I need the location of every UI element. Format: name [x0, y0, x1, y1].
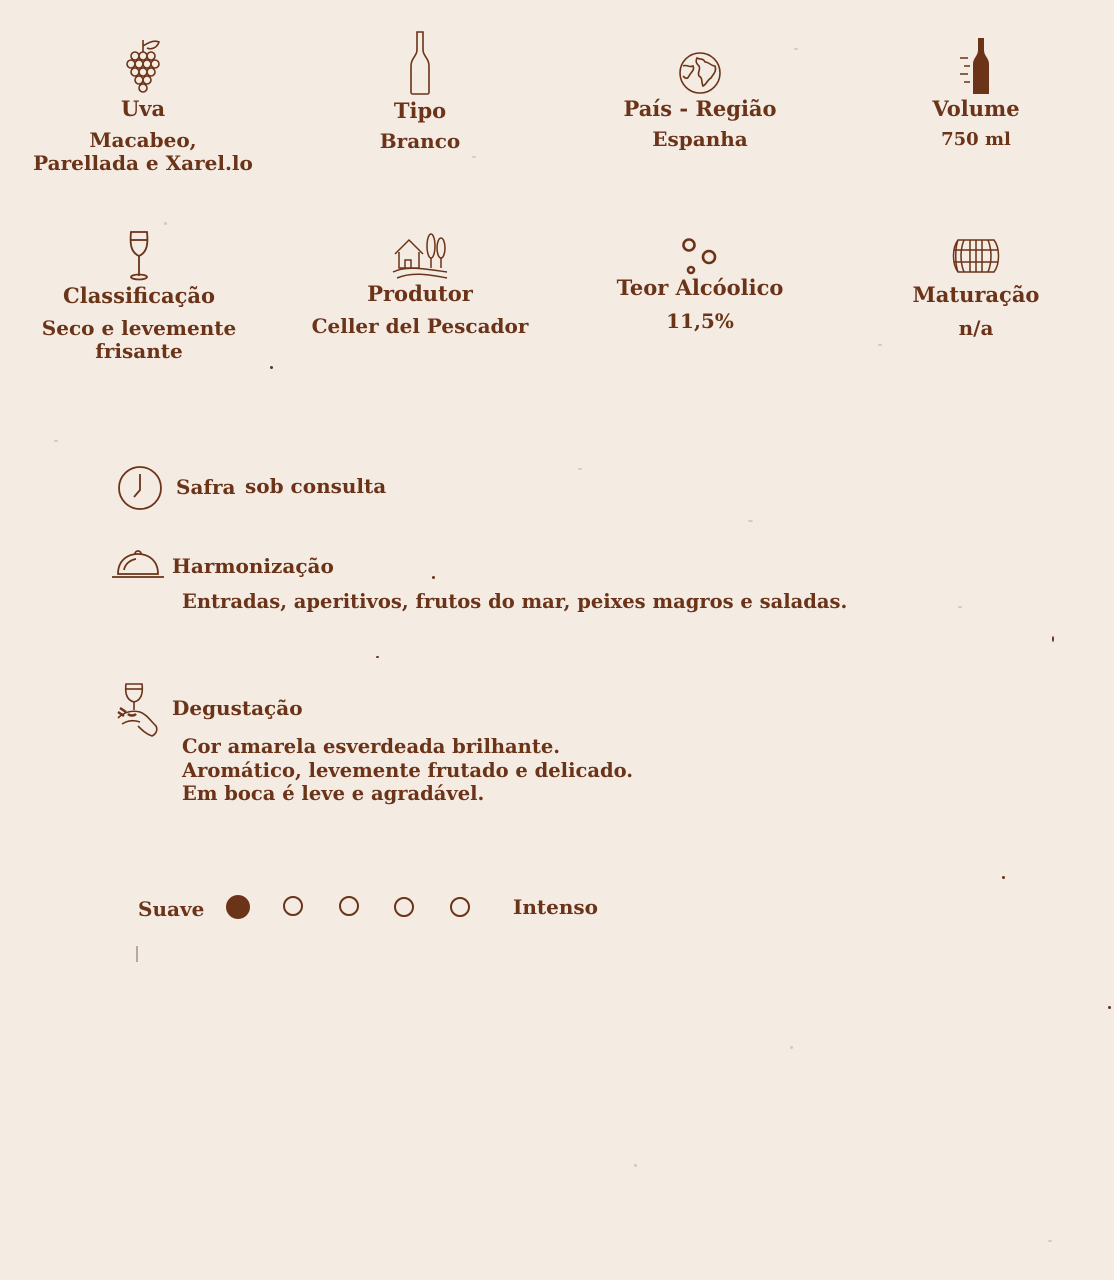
spec-tipo	[320, 30, 520, 153]
spec-value: Branco	[379, 129, 461, 153]
spec-produtor	[300, 228, 540, 338]
spec-value: Seco e levemente	[41, 316, 237, 340]
barrel-icon	[950, 236, 1002, 276]
bottle-outline-icon	[408, 30, 432, 96]
spec-value: Macabeo,	[89, 128, 197, 152]
spec-label: Classificação	[63, 283, 215, 308]
tasting-note: Em boca é leve e agradável.	[182, 782, 485, 805]
grape-icon	[123, 36, 163, 98]
tasting-hand-icon	[114, 680, 162, 740]
spec-value: 750 ml	[941, 129, 1011, 150]
spec-label: Volume	[932, 96, 1020, 121]
safra-value: sob consulta	[245, 474, 387, 498]
spec-maturacao	[876, 236, 1076, 340]
clock-icon	[116, 464, 164, 512]
wine-glass-icon	[126, 230, 152, 282]
harmonizacao-text: Entradas, aperitivos, frutos do mar, peixes magros e saladas.	[182, 590, 848, 613]
spec-label: Maturação	[912, 282, 1040, 307]
intensity-dot	[226, 895, 250, 919]
spec-value: Celler del Pescador	[311, 314, 529, 338]
bubbles-icon	[680, 236, 720, 278]
safra-label: Safra	[176, 475, 236, 499]
spec-label: Tipo	[393, 98, 447, 123]
harmonizacao-label: Harmonização	[172, 554, 334, 578]
bottle-volume-icon	[956, 36, 996, 98]
spec-classificacao	[34, 230, 244, 363]
intensity-dot	[394, 897, 414, 917]
spec-volume	[876, 36, 1076, 151]
spec-value: Parellada e Xarel.lo	[33, 151, 253, 175]
intensity-min-label: Suave	[138, 897, 205, 921]
spec-value: Espanha	[652, 127, 748, 151]
intensity-dot	[283, 896, 303, 916]
tasting-note: Aromático, levemente frutado e delicado.	[182, 758, 634, 782]
globe-icon	[677, 50, 723, 96]
spec-label: Teor Alcóolico	[616, 275, 784, 300]
degustacao-notes	[182, 735, 633, 806]
spec-teor	[600, 236, 800, 333]
spec-value: 11,5%	[666, 309, 734, 333]
tasting-note: Cor amarela esverdeada brilhante.	[182, 735, 561, 758]
spec-pais	[600, 50, 800, 151]
cloche-icon	[110, 546, 166, 580]
spec-value: frisante	[95, 339, 183, 363]
intensity-max-label: Intenso	[513, 895, 598, 919]
intensity-dot	[450, 897, 470, 917]
intensity-dot	[339, 896, 359, 916]
spec-label: País - Região	[623, 96, 777, 121]
degustacao-label: Degustação	[172, 696, 303, 720]
spec-uva	[28, 36, 258, 175]
spec-label: Uva	[120, 96, 166, 121]
spec-label: Produtor	[367, 281, 473, 306]
spec-value: n/a	[958, 316, 994, 340]
winery-icon	[391, 228, 449, 280]
